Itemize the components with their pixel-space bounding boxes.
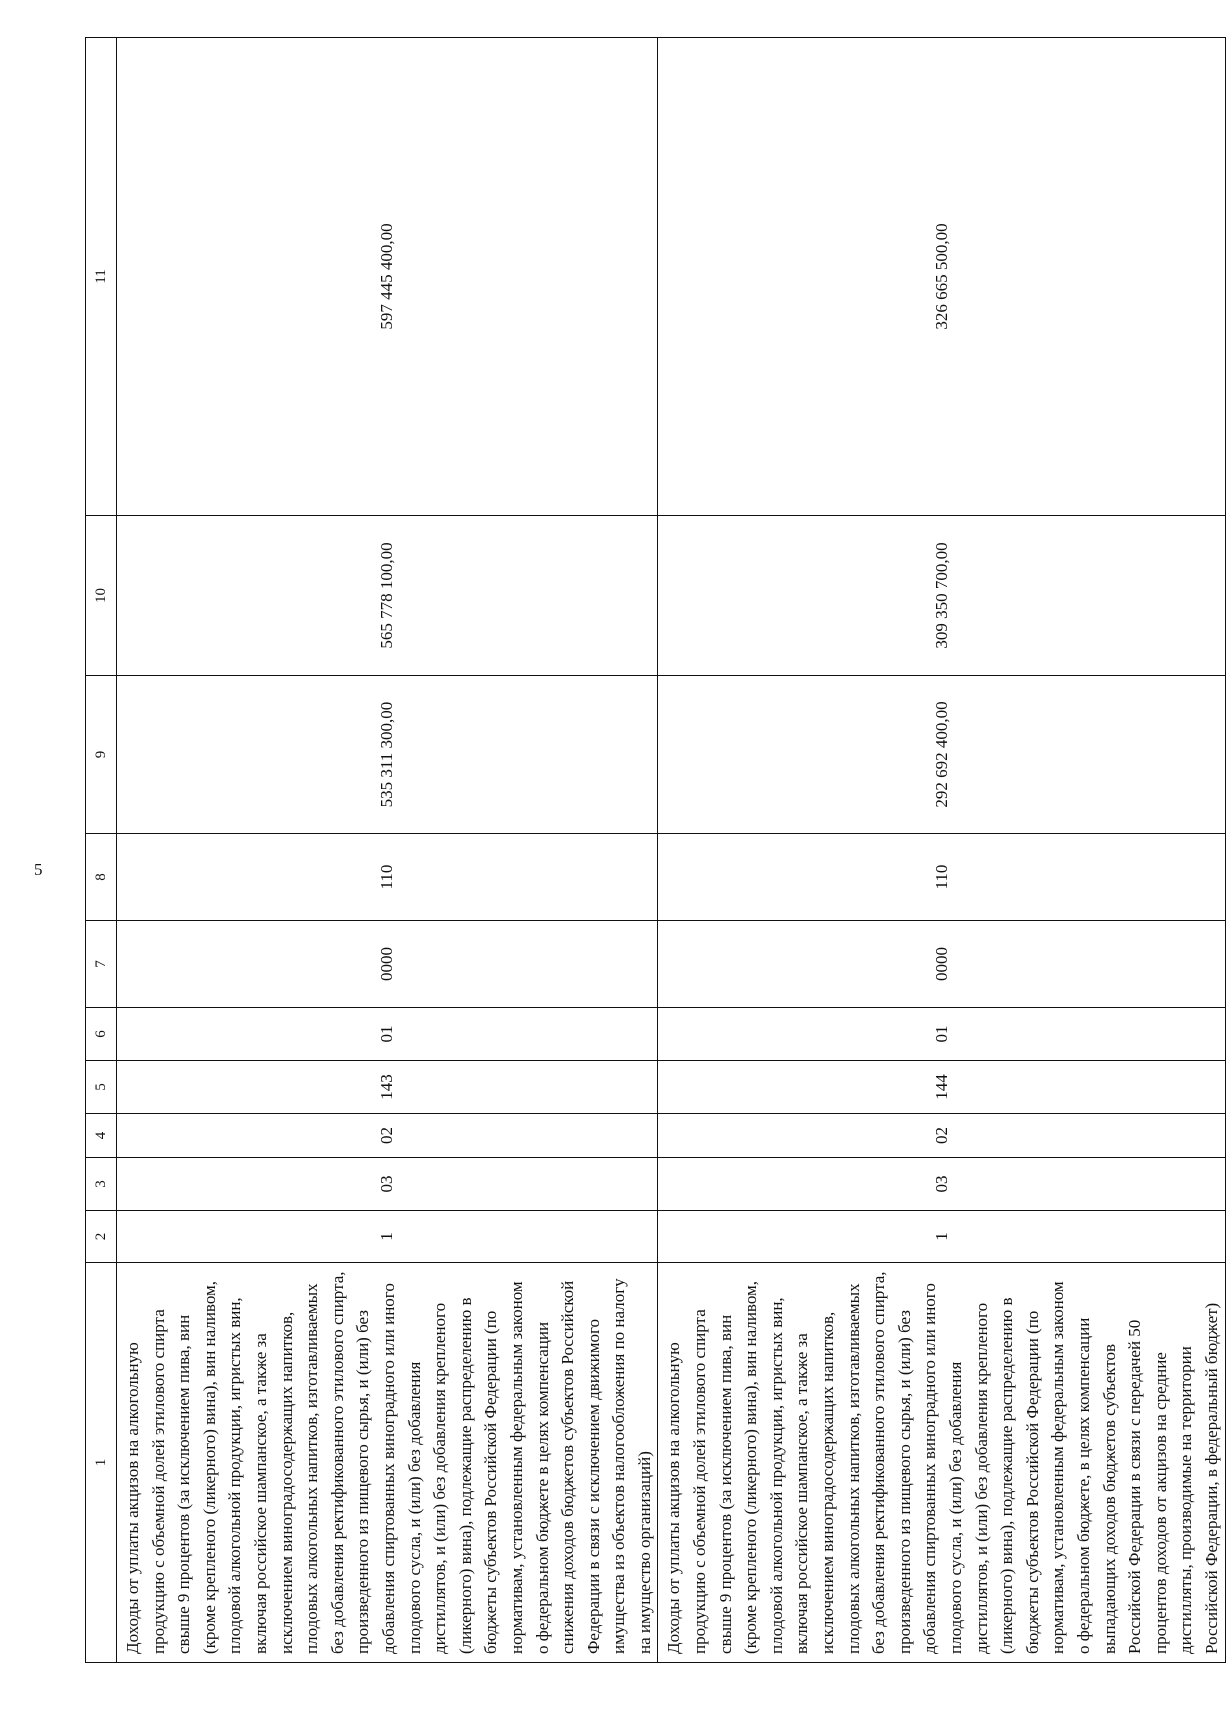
table-row bbox=[117, 38, 658, 1663]
code-cell: 144 bbox=[658, 1061, 1225, 1114]
column-header: 9 bbox=[86, 676, 117, 834]
amount-cell: 309 350 700,00 bbox=[658, 516, 1225, 676]
budget-table bbox=[85, 37, 1226, 1663]
amount-cell: 326 665 500,00 bbox=[658, 38, 1225, 516]
code-cell: 1 bbox=[658, 1211, 1225, 1263]
amount-cell: 565 778 100,00 bbox=[117, 516, 658, 676]
column-header: 10 bbox=[86, 516, 117, 676]
code-cell: 110 bbox=[117, 834, 658, 921]
column-header: 2 bbox=[86, 1211, 117, 1263]
column-header: 1 bbox=[86, 1263, 117, 1663]
column-header: 8 bbox=[86, 834, 117, 921]
budget-table-rotated bbox=[85, 38, 1221, 1663]
code-cell: 02 bbox=[117, 1114, 658, 1158]
page-number: 5 bbox=[34, 860, 43, 879]
code-cell: 143 bbox=[117, 1061, 658, 1114]
row-description: Доходы от уплаты акцизов на алкогольную продукцию с объемной долей этилового спирта свыше 9 процентов (за исключением пива, вин (кроме крепленого (ликерного) вина), вин наливом, плодовой алкогольной продукции, игристых вин, включая российское шампанское, а также за исключением виноградосодержащих напитков, плодовых алкогольных напитков, изготавливаемых без добавления ректификованного этилового спирта, произведенного из пищевого сырья, и (или) без добавления спиртованных виноградного или иного плодового сусла, и (или) без добавления дистиллятов, и (или) без добавления крепленого (ликерного) вина), подлежащие распределению в бюджеты субъектов Российской Федерации (по нормативам, установленным федеральным законом о федеральном бюджете, в целях компенсации выпадающих доходов бюджетов субъектов Российской Федерации в связи с передачей 50 процентов доходов от акцизов на средние дистилляты, производимые на территории Российской Федерации, в федеральный бюджет) bbox=[658, 1263, 1225, 1663]
column-header: 4 bbox=[86, 1114, 117, 1158]
code-cell: 03 bbox=[117, 1158, 658, 1211]
amount-cell: 535 311 300,00 bbox=[117, 676, 658, 834]
header-row bbox=[86, 38, 117, 1663]
table-row bbox=[658, 38, 1225, 1663]
amount-cell: 292 692 400,00 bbox=[658, 676, 1225, 834]
code-cell: 01 bbox=[117, 1008, 658, 1061]
code-cell: 01 bbox=[658, 1008, 1225, 1061]
column-header: 11 bbox=[86, 38, 117, 516]
column-header: 3 bbox=[86, 1158, 117, 1211]
code-cell: 0000 bbox=[658, 921, 1225, 1008]
amount-cell: 597 445 400,00 bbox=[117, 38, 658, 516]
code-cell: 03 bbox=[658, 1158, 1225, 1211]
code-cell: 1 bbox=[117, 1211, 658, 1263]
row-description: Доходы от уплаты акцизов на алкогольную продукцию с объемной долей этилового спирта свыше 9 процентов (за исключением пива, вин (кроме крепленого (ликерного) вина), вин наливом, плодовой алкогольной продукции, игристых вин, включая российское шампанское, а также за исключением виноградосодержащих напитков, плодовых алкогольных напитков, изготавливаемых без добавления ректификованного этилового спирта, произведенного из пищевого сырья, и (или) без добавления спиртованных виноградного или иного плодового сусла, и (или) без добавления дистиллятов, и (или) без добавления крепленого (ликерного) вина), подлежащие распределению в бюджеты субъектов Российской Федерации (по нормативам, установленным федеральным законом о федеральном бюджете в целях компенсации снижения доходов бюджетов субъектов Российской Федерации в связи с исключением движимого имущества из объектов налогообложения по налогу на имущество организаций) bbox=[117, 1263, 658, 1663]
column-header: 7 bbox=[86, 921, 117, 1008]
code-cell: 02 bbox=[658, 1114, 1225, 1158]
column-header: 5 bbox=[86, 1061, 117, 1114]
column-header: 6 bbox=[86, 1008, 117, 1061]
code-cell: 0000 bbox=[117, 921, 658, 1008]
code-cell: 110 bbox=[658, 834, 1225, 921]
